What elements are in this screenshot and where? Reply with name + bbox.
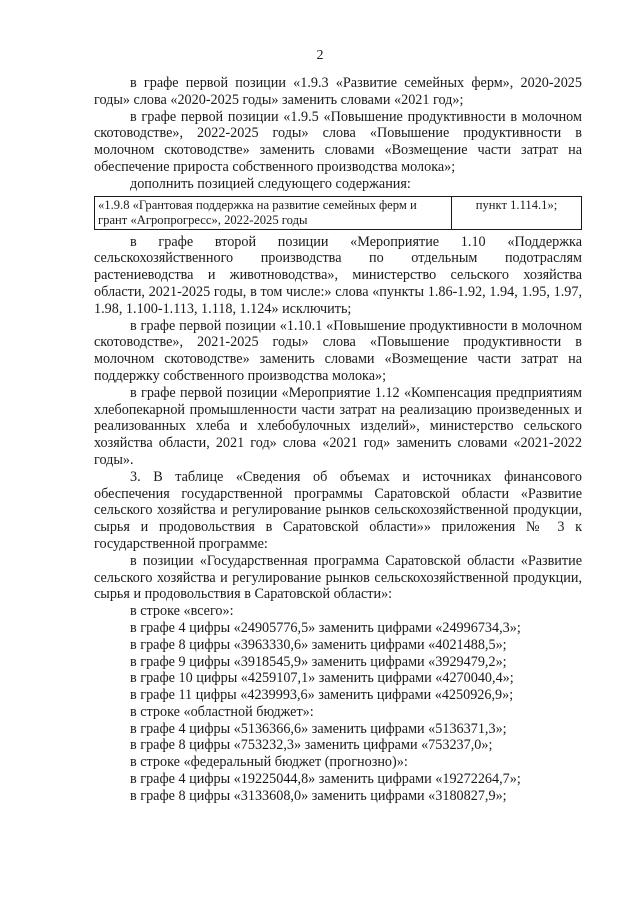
paragraph: в графе 8 цифры «3963330,6» заменить цифрами «4021488,5»; (130, 636, 507, 653)
table-cell-reference: пункт 1.114.1»; (452, 196, 582, 229)
table-cell-position: «1.9.8 «Грантовая поддержка на развитие семейных ферм и грант «Агропрогресс», 2022-2025 годы (95, 196, 452, 229)
paragraph: в графе второй позиции «Мероприятие 1.10 «Поддержка сельскохозяйственного производства по отдельным подотраслям растениеводства и животноводства», министерство сельского хозяйства области, 2021-2025 годы, в том числе:» слова «пункты 1.86-1.92, 1.94, 1.95, 1.97, 1.98, 1.100-1.113, 1.118, 1.124» исключить; (94, 233, 582, 317)
paragraph: в графе первой позиции «1.9.5 «Повышение продуктивности в молочном скотоводстве», 2022-2025 годы» слова «Повышение продуктивности в молочном скотоводстве» заменить словами «Возмещение части затрат на обеспечение прироста собственного производства молока»; (94, 108, 582, 175)
table-row (95, 196, 582, 229)
paragraph: в графе 8 цифры «3133608,0» заменить цифрами «3180827,9»; (130, 787, 507, 804)
inserted-position-table (94, 196, 582, 230)
paragraph: дополнить позицией следующего содержания: (130, 175, 411, 192)
paragraph: в графе 10 цифры «4259107,1» заменить цифрами «4270040,4»; (130, 670, 514, 687)
paragraph: в графе 11 цифры «4239993,6» заменить цифрами «4250926,9»; (130, 687, 514, 704)
paragraph: в графе первой позиции «Мероприятие 1.12 «Компенсация предприятиям хлебопекарной промышленности части затрат на реализацию произведенных и реализованных хлеба и хлебобулочных изделий», министерство сельского хозяйства области, 2021 год» слова «2021 год» заменить словами «2021-2022 годы». (94, 384, 582, 468)
paragraph: в графе 4 цифры «19225044,8» заменить цифрами «19272264,7»; (130, 771, 521, 788)
paragraph: в графе первой позиции «1.9.3 «Развитие семейных ферм», 2020-2025 годы» слова «2020-2025 годы» заменить словами «2021 год»; (94, 75, 582, 108)
paragraph: в графе 9 цифры «3918545,9» заменить цифрами «3929479,2»; (130, 653, 507, 670)
paragraph: в графе первой позиции «1.10.1 «Повышение продуктивности в молочном скотоводстве», 2021-2025 годы» слова «Повышение продуктивности в молочном скотоводстве» заменить словами «Возмещение части затрат на поддержку собственного производства молока»; (94, 317, 582, 384)
paragraph: в строке «областной бюджет»: (130, 703, 314, 720)
document-body (94, 75, 582, 805)
paragraph: в строке «всего»: (130, 603, 234, 620)
page-number: 2 (316, 48, 324, 63)
paragraph: в графе 4 цифры «24905776,5» заменить цифрами «24996734,3»; (130, 619, 521, 636)
paragraph: 3. В таблице «Сведения об объемах и источниках финансового обеспечения государственной программы Саратовской области «Развитие сельского хозяйства и регулирование рынков сельскохозяйственной продукции, сырья и продовольствия в Саратовской области»» приложения № 3 к государственной программе: (94, 468, 582, 552)
paragraph: в позиции «Государственная программа Саратовской области «Развитие сельского хозяйства и регулирование рынков сельскохозяйственной продукции, сырья и продовольствия в Саратовской области»: (94, 552, 582, 603)
paragraph: в графе 8 цифры «753232,3» заменить цифрами «753237,0»; (130, 737, 493, 754)
paragraph: в графе 4 цифры «5136366,6» заменить цифрами «5136371,3»; (130, 720, 507, 737)
paragraph: в строке «федеральный бюджет (прогнозно)»: (130, 754, 408, 771)
